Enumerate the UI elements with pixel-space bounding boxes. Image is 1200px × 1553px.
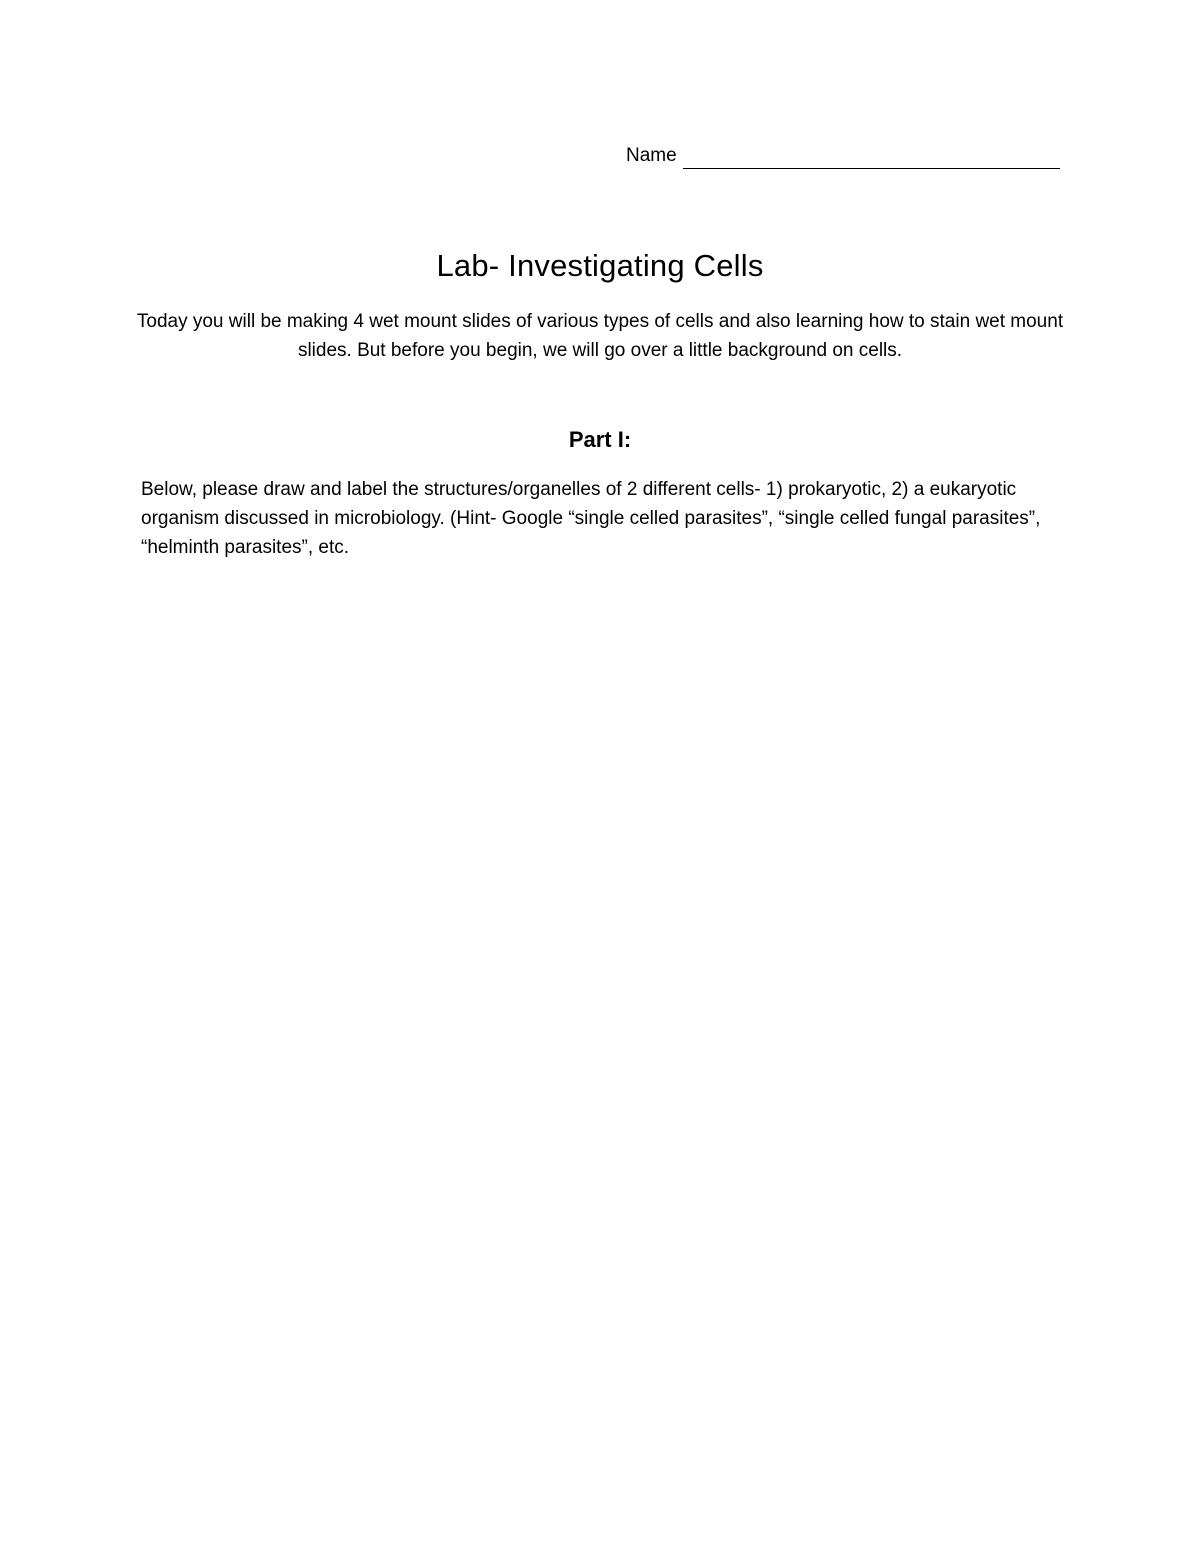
part-one-heading: Part I: (568, 427, 632, 452)
page-title: Lab- Investigating Cells (436, 248, 764, 283)
intro-paragraph: Today you will be making 4 wet mount slides of various types of cells and also learning how to stain wet mount slides. But before you begin, we will go over a little background on cells. (136, 311, 1064, 361)
name-blank-line (683, 148, 1060, 169)
name-label: Name (626, 145, 677, 166)
part-one-instructions: Below, please draw and label the structures/organelles of 2 different cells- 1) prokaryotic, 2) a eukaryotic organism discussed in microbiology. (Hint- Google “single celled parasites”, “single celled fungal parasites”, “helminth parasites”, etc. (141, 479, 1041, 558)
name-field (626, 143, 1066, 169)
